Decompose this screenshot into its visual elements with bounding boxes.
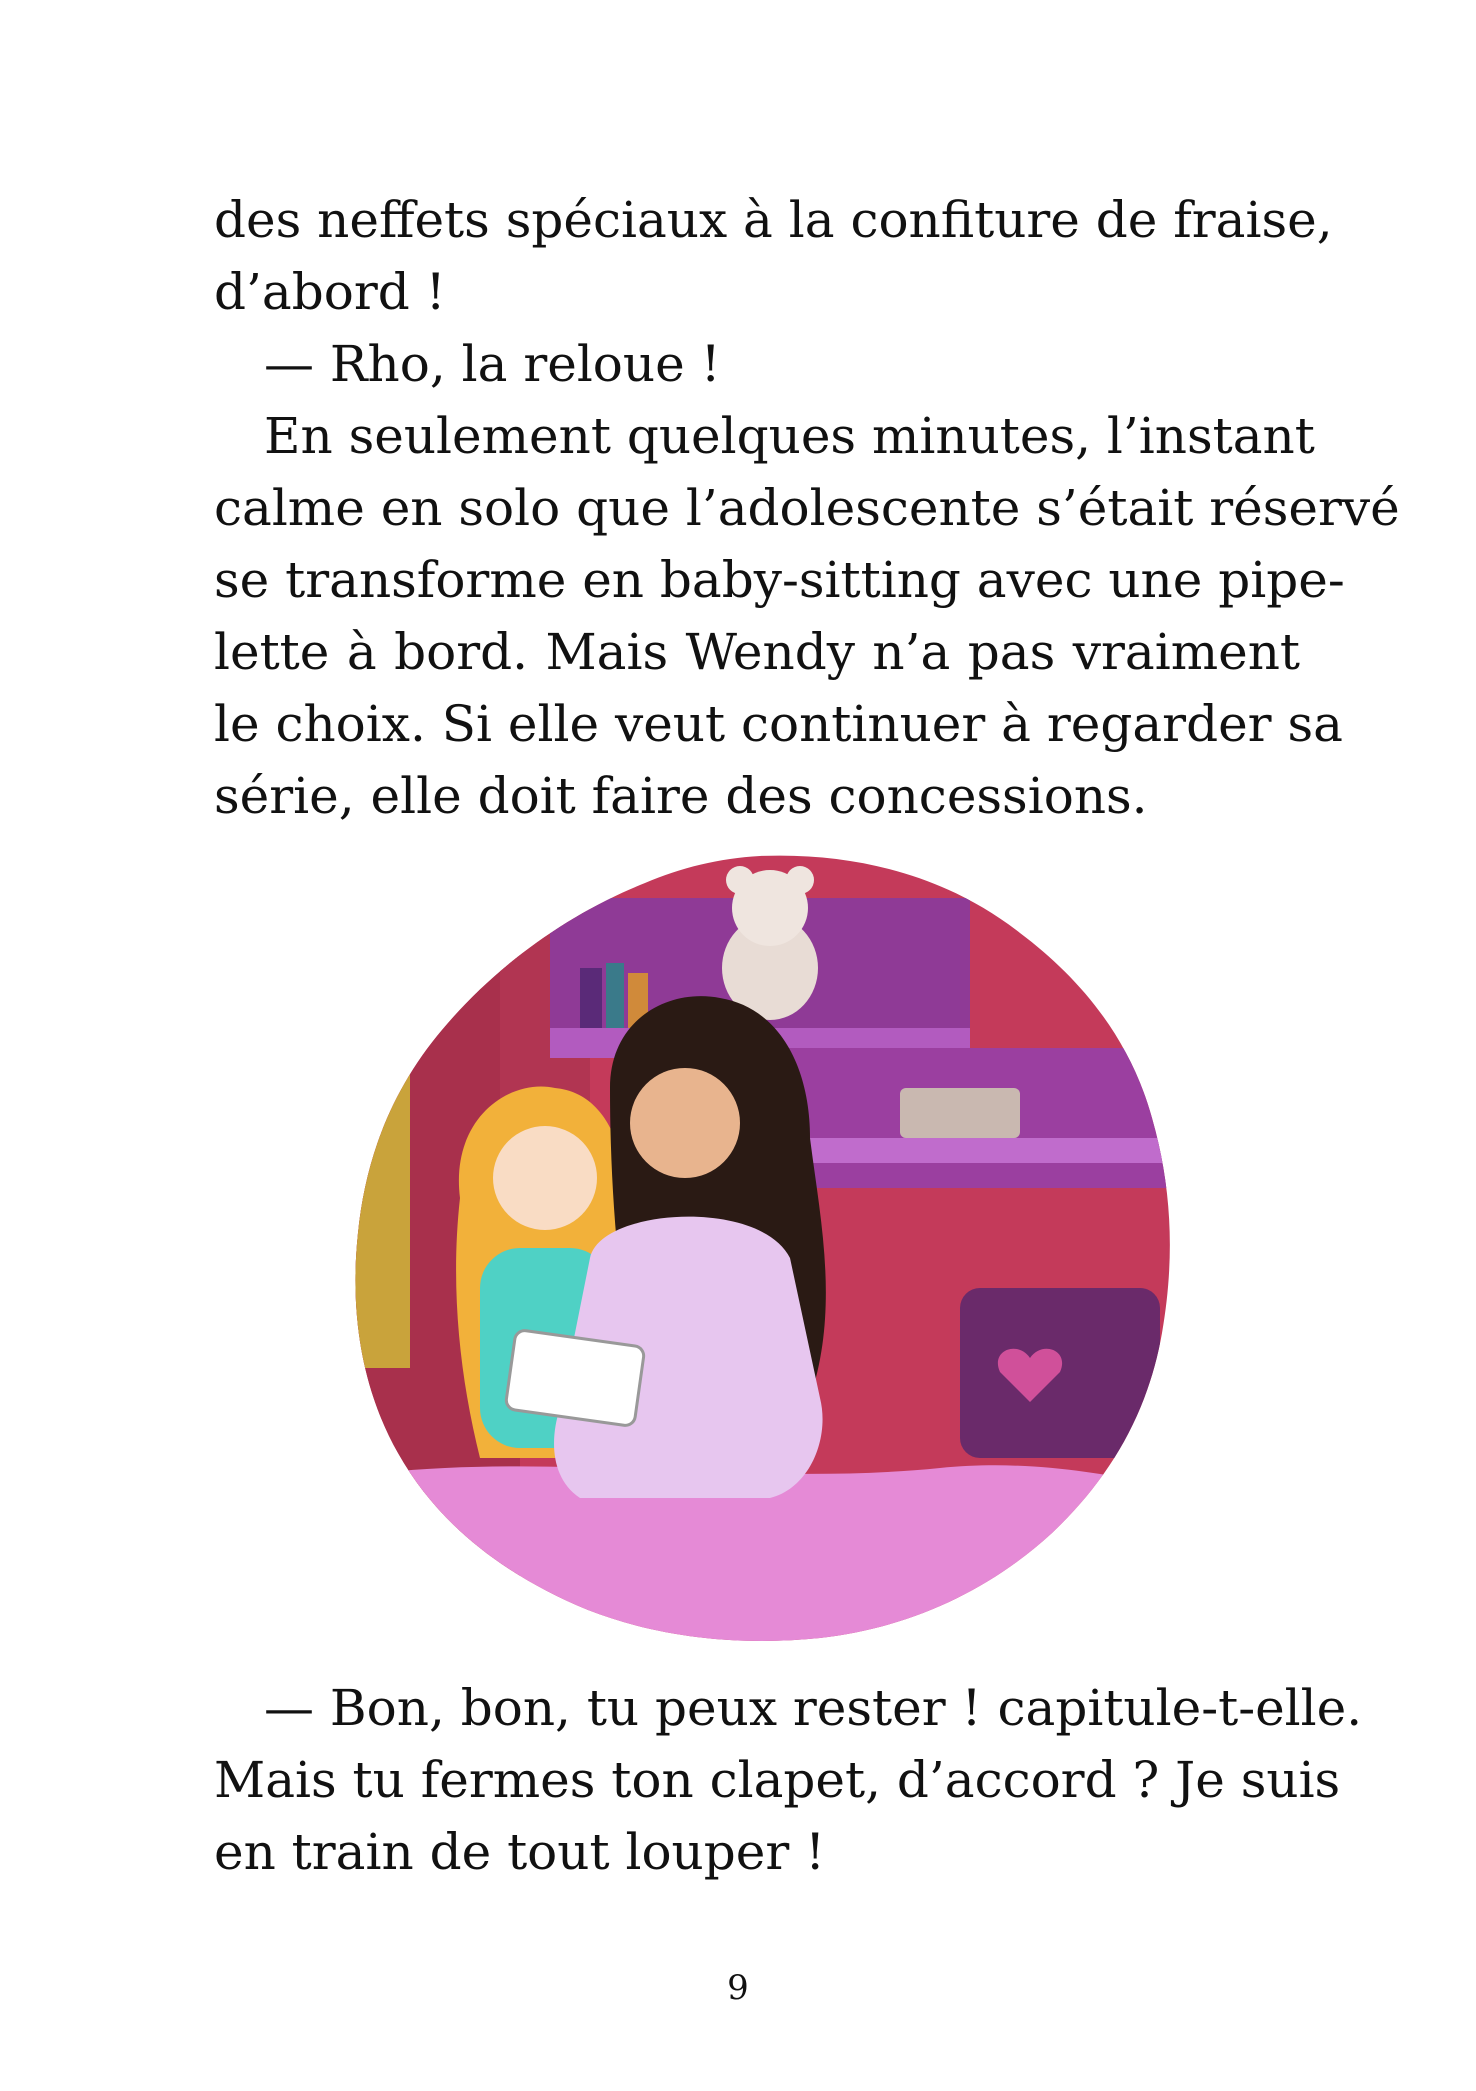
blonde-girl-face [493,1126,597,1230]
text-line: le choix. Si elle veut continuer à regarder sa [214,695,1343,753]
book [580,968,602,1028]
dark-girl-face [630,1068,740,1178]
teddy-bear-ear [726,866,754,894]
radio [900,1088,1020,1138]
text-line: calme en solo que l’adolescente s’était réservé [214,479,1400,537]
dialogue-line: — Rho, la reloue ! [264,335,721,393]
body-text-top [214,184,1400,832]
yellow-frame [340,1068,410,1368]
text-line: d’abord ! [214,263,446,321]
text-line: en train de tout louper ! [214,1823,826,1881]
tablet [505,1329,645,1426]
text-line: des neffets spéciaux à la confiture de fraise, [214,191,1333,249]
dialogue-line: — Bon, bon, tu peux rester ! capitule-t-elle. [264,1679,1363,1737]
body-text-bottom [214,1672,1363,1888]
teddy-bear-ear [786,866,814,894]
pillow [960,1288,1160,1458]
text-line: lette à bord. Mais Wendy n’a pas vraiment [214,623,1300,681]
text-line: série, elle doit faire des concessions. [214,767,1148,825]
book [606,963,624,1028]
two-girls-looking-at-tablet-illustration [340,838,1180,1648]
text-line: se transforme en baby-sitting avec une pipe- [214,551,1345,609]
text-line: Mais tu fermes ton clapet, d’accord ? Je suis [214,1751,1341,1809]
page-number: 9 [727,1968,749,2008]
text-line: En seulement quelques minutes, l’instant [264,407,1315,465]
